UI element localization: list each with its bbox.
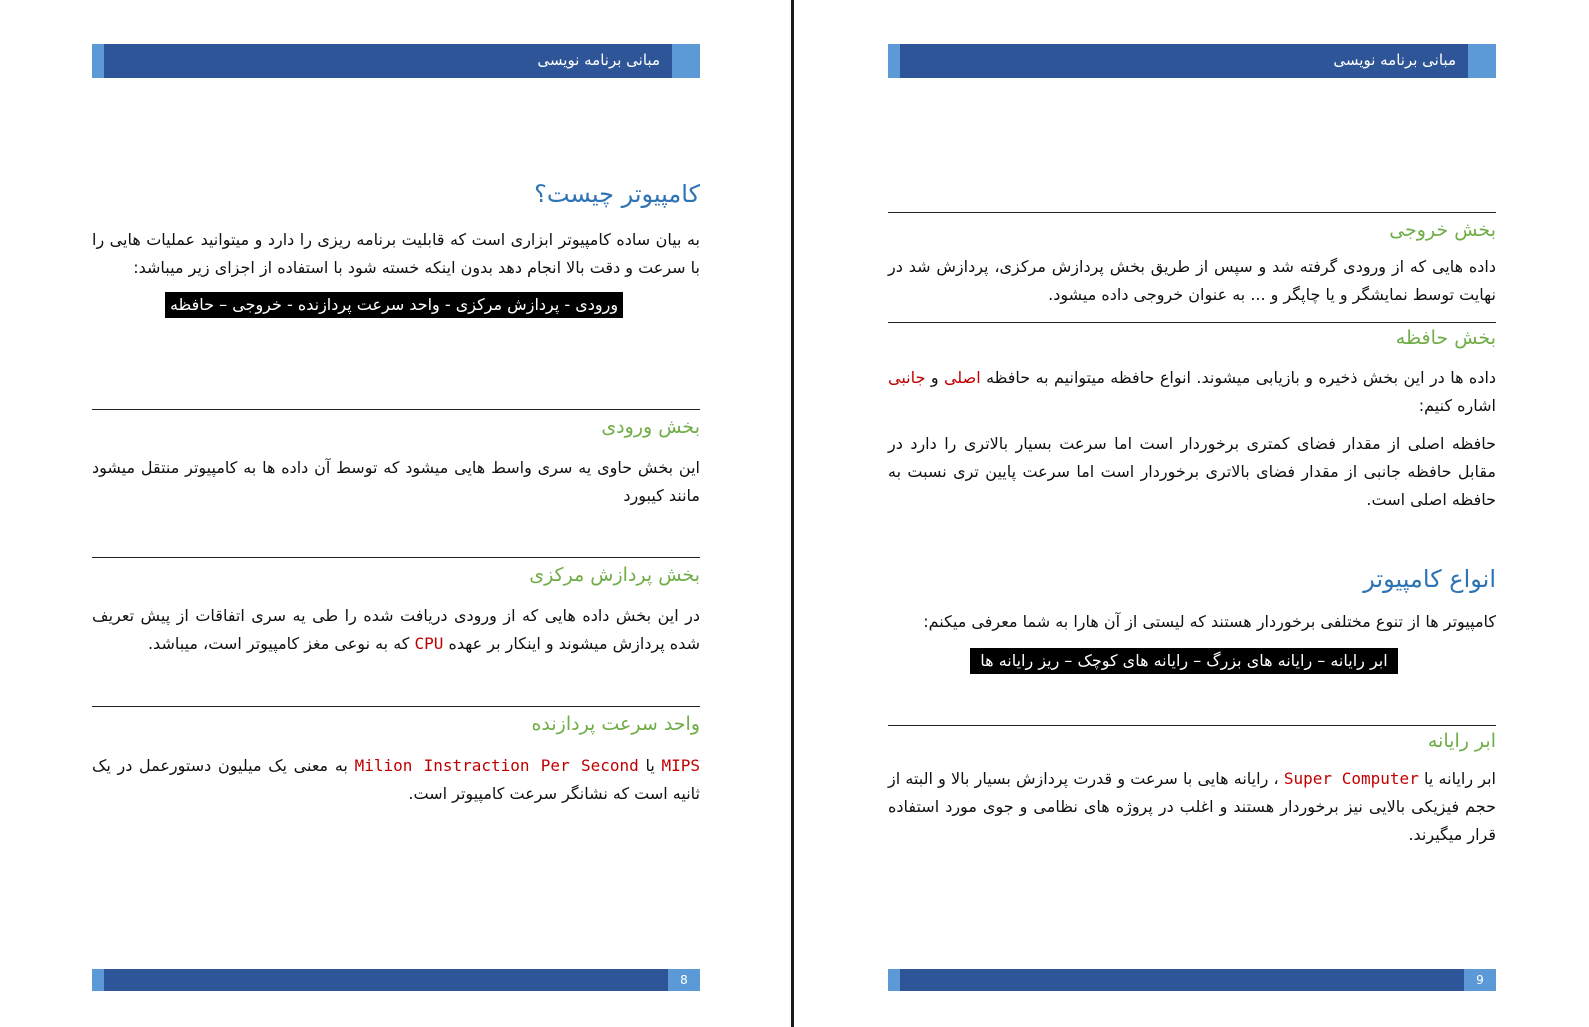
section-divider <box>92 409 700 410</box>
page-footer <box>92 969 700 991</box>
super-text-part2: ، رایانه هایی با سرعت و قدرت پردازش بسیار بالا و البته از حجم فیزیکی بالایی نیز برخوردار هستند و اغلب در پروژه های نظامی و جوی مورد استفاده قرار میگیرند. <box>888 769 1496 844</box>
page-9 <box>796 0 1589 1027</box>
page-number: 8 <box>668 969 700 991</box>
page-header <box>888 44 1496 78</box>
section-divider <box>92 557 700 558</box>
page-header <box>92 44 700 78</box>
speed-text: به معنی یک میلیون دستورعمل در یک ثانیه است که نشانگر سرعت کامپیوتر است. <box>92 756 700 803</box>
paragraph-memory-comparison: حافظه اصلی از مقدار فضای کمتری برخوردار است اما سرعت بسیار بالاتری را دارد در مقابل حافظه جانبی از مقدار فضای بالاتری برخوردار است اما سرعت پایین تری نسبت به حافظه اصلی است. <box>888 434 1496 509</box>
header-accent-right <box>672 44 700 78</box>
mips-expansion: Milion Instraction Per Second <box>354 756 639 775</box>
paragraph-input-section: این بخش حاوی یه سری واسط هایی میشود که توسط آن داده ها به کامپیوتر منتقل میشود مانند کیبورد <box>92 458 700 505</box>
section-divider <box>888 322 1496 323</box>
memory-and: و <box>930 368 939 387</box>
paragraph-memory-types <box>888 364 1496 420</box>
paragraph-computer-types: کامپیوتر ها از تنوع مختلفی برخوردار هستند که لیستی از آن هارا به شما معرفی میکنم: <box>923 612 1496 631</box>
cpu-text-part1: در این بخش داده هایی که از ورودی دریافت شده را طی یه سری اتفاقات از پیش تعریف شده پردازش میشوند و اینکار بر عهده <box>92 606 700 653</box>
super-text-part1: ابر رایانه یا <box>1424 769 1497 788</box>
paragraph-speed-section <box>92 752 700 808</box>
memory-term-primary: اصلی <box>943 368 981 387</box>
header-title: مبانی برنامه نویسی <box>1333 51 1456 69</box>
supercomputer-term: Super Computer <box>1283 769 1419 788</box>
speed-or: یا <box>645 756 655 775</box>
heading-speed-section: واحد سرعت پردازنده <box>531 713 700 735</box>
section-divider <box>92 706 700 707</box>
heading-memory-section: بخش حافظه <box>1395 327 1496 349</box>
mips-term: MIPS <box>661 756 701 775</box>
footer-accent-left <box>92 969 104 991</box>
header-accent-right <box>1468 44 1496 78</box>
section-divider <box>888 725 1496 726</box>
cpu-text-part2: که به نوعی مغز کامپیوتر است، میباشد. <box>147 634 410 653</box>
page-footer <box>888 969 1496 991</box>
paragraph-output-section: داده هایی که از ورودی گرفته شد و سپس از طریق بخش پردازش مرکزی، پردازش شد در نهایت توسط نمایشگر و یا چاپگر و ... به عنوان خروجی داده میشود. <box>888 257 1496 304</box>
header-accent-left <box>92 44 104 78</box>
heading-computer-types: انواع کامپیوتر <box>1363 565 1496 593</box>
paragraph-supercomputer <box>888 765 1496 849</box>
paragraph-cpu-section <box>92 602 700 658</box>
memory-text-part1: داده ها در این بخش ذخیره و بازیابی میشوند. انواع حافظه میتوانیم به حافظه <box>986 368 1497 387</box>
types-highlight: ابر رایانه – رایانه های بزرگ – رایانه های کوچک – ریز رایانه ها <box>970 648 1398 674</box>
components-highlight: ورودی - پردازش مرکزی - واحد سرعت پردازنده - خروجی – حافظه <box>165 292 623 318</box>
footer-accent-left <box>888 969 900 991</box>
memory-term-secondary: جانبی <box>888 368 926 387</box>
heading-output-section: بخش خروجی <box>1389 219 1496 241</box>
heading-what-is-computer: کامپیوتر چیست؟ <box>534 180 700 208</box>
page-number: 9 <box>1464 969 1496 991</box>
memory-text-part2: اشاره کنیم: <box>1418 396 1496 415</box>
heading-input-section: بخش ورودی <box>601 416 700 438</box>
heading-cpu-section: بخش پردازش مرکزی <box>529 564 700 586</box>
header-accent-left <box>888 44 900 78</box>
heading-supercomputer: ابر رایانه <box>1427 730 1496 752</box>
section-divider <box>888 212 1496 213</box>
cpu-term: CPU <box>414 634 444 653</box>
page-8 <box>0 0 791 1027</box>
page-divider <box>791 0 794 1027</box>
paragraph-computer-definition: به بیان ساده کامپیوتر ابزاری است که قابلیت برنامه ریزی را دارد و میتوانید عملیات هایی را با سرعت و دقت بالا انجام دهد بدون اینکه خسته شود با استفاده از اجزای زیر میباشد: <box>92 230 700 277</box>
header-title: مبانی برنامه نویسی <box>537 51 660 69</box>
